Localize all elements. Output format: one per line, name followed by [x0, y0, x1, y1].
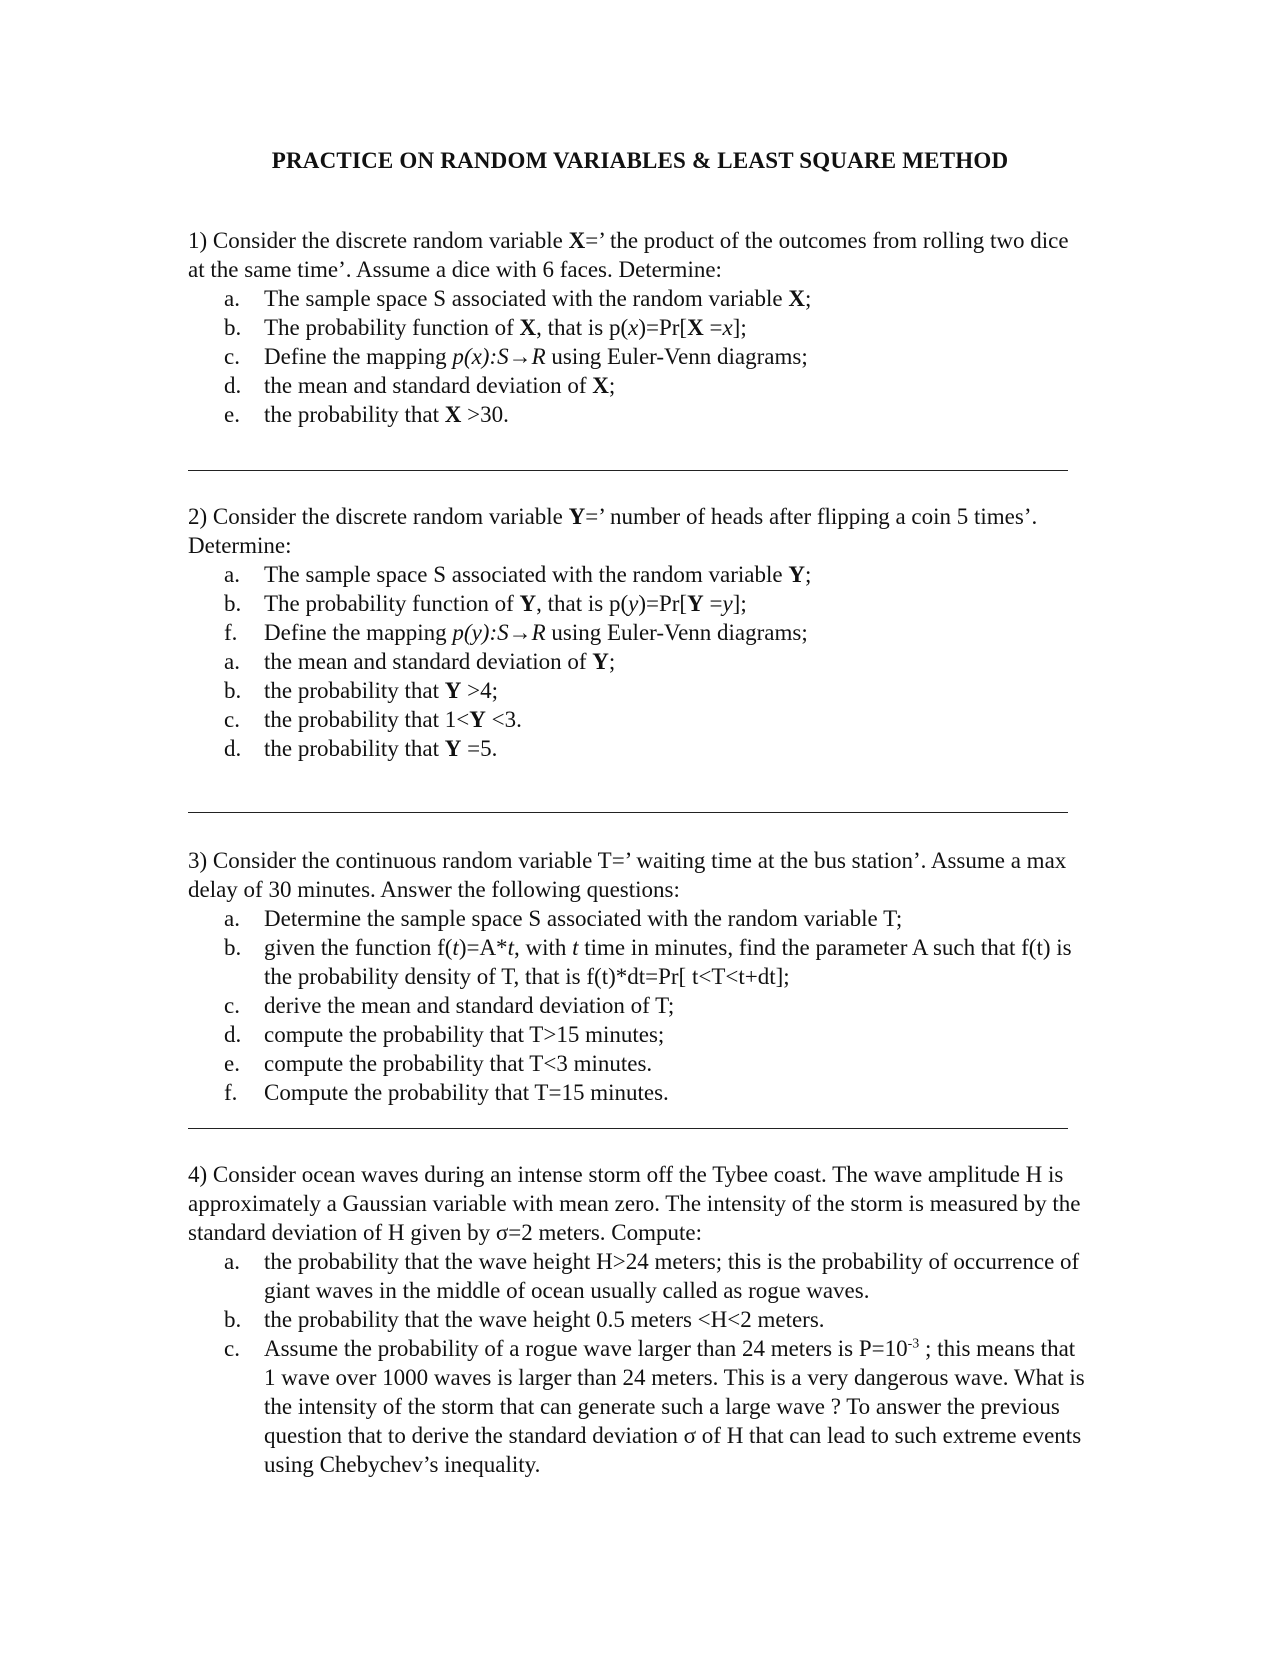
list-item: c. derive the mean and standard deviation of T; — [224, 993, 675, 1018]
list-item: e. the probability that X >30. — [224, 402, 509, 427]
list-item: f. Define the mapping p(y):S→R using Euler-Venn diagrams; — [224, 620, 808, 645]
list-item: d. compute the probability that T>15 minutes; — [224, 1022, 665, 1047]
question-4 — [188, 1160, 1088, 1479]
list-item: e. compute the probability that T<3 minutes. — [224, 1051, 653, 1076]
list-item: a. The sample space S associated with the random variable Y; — [224, 562, 812, 587]
list-item: d. the probability that Y =5. — [224, 736, 498, 761]
question-1-intro: 1) Consider the discrete random variable X=’ the product of the outcomes from rolling two dice at the same time’. Assume a dice with 6 faces. Determine: — [188, 228, 1069, 282]
list-item: a. the probability that the wave height H>24 meters; this is the probability of occurrence of giant waves in the middle of ocean usually called as rogue waves. — [224, 1249, 1080, 1303]
list-item: a. the mean and standard deviation of Y; — [224, 649, 616, 674]
list-item: c. Assume the probability of a rogue wave larger than 24 meters is $P=10^{-3}$ ; this means that 1 wave over 1000 waves is larger than 24 meters. This is a very dangerous wave. What is the intensity of the storm that can generate such a large wave ? To answer the previous question that to derive the standard deviation σ of H that can lead to such extreme events using Chebychev’s inequality. — [224, 1336, 1085, 1477]
section-divider — [188, 470, 1068, 471]
list-item: f. Compute the probability that T=15 minutes. — [224, 1080, 669, 1105]
list-item: c. Define the mapping p(x):S→R using Euler-Venn diagrams; — [224, 344, 808, 369]
question-3 — [188, 846, 1088, 1107]
list-item: b. the probability that the wave height 0.5 meters <H<2 meters. — [224, 1307, 825, 1332]
section-divider — [188, 1128, 1068, 1129]
question-4-items — [188, 1247, 1088, 1479]
list-item: b. The probability function of Y, that is p(y)=Pr[Y =y]; — [224, 591, 747, 616]
question-4-intro: 4) Consider ocean waves during an intense storm off the Tybee coast. The wave amplitude H is approximately a Gaussian variable with mean zero. The intensity of the storm is measured by the standard deviation of H given by σ=2 meters. Compute: — [188, 1162, 1081, 1245]
list-item: d. the mean and standard deviation of X; — [224, 373, 616, 398]
question-2-intro: 2) Consider the discrete random variable Y=’ number of heads after flipping a coin 5 times’. Determine: — [188, 504, 1038, 558]
list-item: c. the probability that 1<Y <3. — [224, 707, 522, 732]
question-3-intro: 3) Consider the continuous random variable T=’ waiting time at the bus station’. Assume a max delay of 30 minutes. Answer the following questions: — [188, 848, 1067, 902]
list-item: a. Determine the sample space S associated with the random variable T; — [224, 906, 903, 931]
list-item: b. given the function f(t)=A*t, with t time in minutes, find the parameter A such that f(t) is the probability density of T, that is f(t)*dt=Pr[ t<T<t+dt]; — [224, 935, 1072, 989]
question-2-items — [188, 560, 1088, 763]
question-1-items — [188, 284, 1088, 429]
list-item: a. The sample space S associated with the random variable X; — [224, 286, 812, 311]
list-item: b. The probability function of X, that is p(x)=Pr[X =x]; — [224, 315, 747, 340]
question-3-items — [188, 904, 1088, 1107]
question-1 — [188, 226, 1088, 429]
list-item: b. the probability that Y >4; — [224, 678, 499, 703]
page-title: PRACTICE ON RANDOM VARIABLES & LEAST SQUARE METHOD — [271, 148, 1009, 173]
question-2 — [188, 502, 1088, 763]
section-divider — [188, 812, 1068, 813]
